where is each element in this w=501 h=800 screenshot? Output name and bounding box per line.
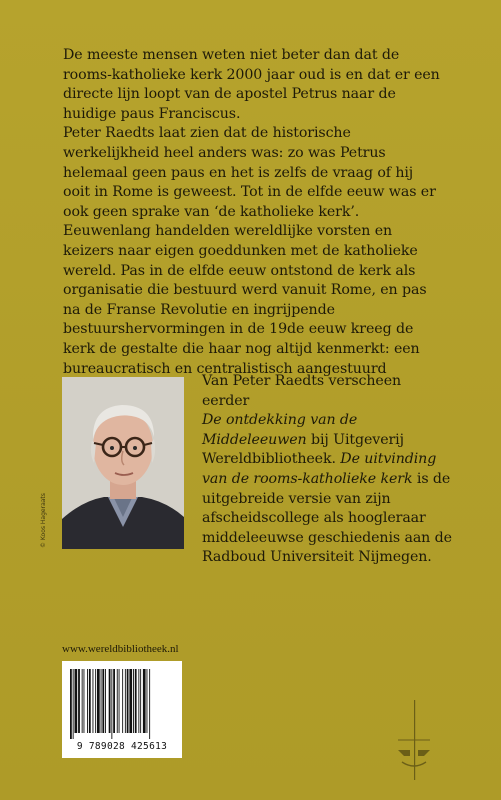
barcode-bar <box>75 669 78 733</box>
barcode-bar <box>97 669 100 733</box>
book-description <box>63 46 443 399</box>
barcode-bar <box>93 669 94 733</box>
description-paragraph-2: Peter Raedts laat zien dat de historische werkelijkheid heel anders was: zo was Petrus helemaal geen paus en het is zelfs de vraag of hij ooit in Rome is geweest. Tot in de elfde eeuw was er ook geen sprake van ‘de katholieke kerk’. Eeuwenlang handelden wereldlijke vorsten en keizers naar eigen goeddunken met de katholieke wereld. Pas in de elfde eeuw ontstond de kerk als organisatie die bestuurd werd vanuit Rome, en pas na de Franse Revolutie en ingrijpende bestuurshervormingen in de 19de eeuw kreeg de kerk de gestalte die haar nog altijd kenmerkt: een bureaucratisch en centralistisch aangestuurd <box>63 125 436 377</box>
barcode-bar <box>140 669 141 733</box>
barcode-bar <box>127 669 129 733</box>
barcode-bar <box>129 669 132 733</box>
photo-credit: © Koos Hageraats <box>40 493 47 548</box>
barcode-bar <box>70 669 72 739</box>
barcode-bar <box>143 669 146 733</box>
barcode-bar <box>102 669 104 733</box>
barcode-bar <box>113 669 115 733</box>
barcode-bar <box>138 669 139 733</box>
barcode-bar <box>109 669 111 733</box>
barcode-bar <box>133 669 134 733</box>
publisher-logo-icon <box>394 700 434 780</box>
barcode-bar <box>84 669 85 733</box>
barcode-bar <box>149 669 150 739</box>
barcode-bar <box>89 669 91 733</box>
bio-publisher-text: bij Uitgeverij Wereldbibliotheek. <box>202 431 404 468</box>
bio-intro: Van Peter Raedts verscheen eerder <box>202 373 402 409</box>
barcode-bar <box>87 669 88 733</box>
barcode-bar <box>147 669 148 733</box>
barcode-bar <box>105 669 106 733</box>
barcode-bar <box>73 669 74 739</box>
bio-current-book-title: De uitvinding van de rooms-katholieke kerk <box>202 451 437 487</box>
barcode-bar <box>135 669 137 733</box>
barcode-bar <box>101 669 102 733</box>
barcode-bar <box>82 669 83 733</box>
barcode-bar <box>122 669 123 733</box>
isbn-digits: 9 789028 425613 <box>76 741 168 752</box>
bio-previous-book-title: De ontdekking van de Middeleeuwen <box>202 412 358 448</box>
barcode-bar <box>119 669 120 733</box>
bio-rest-text: is de uitgebreide versie van zijn afscheidscollege als hoogleraar middeleeuwse geschiedenis aan de Radboud Universiteit Nijmegen. <box>202 470 452 566</box>
barcode-bar <box>78 669 80 733</box>
barcode-bar <box>111 669 112 739</box>
description-paragraph-1: De meeste mensen weten niet beter dan dat de rooms-katholieke kerk 2000 jaar oud is en dat er een directe lijn loopt van de apostel Petrus naar de huidige paus Franciscus. <box>63 47 440 122</box>
author-photo <box>62 377 184 549</box>
author-bio <box>202 372 452 568</box>
barcode-bar <box>117 669 118 733</box>
barcode-bar <box>95 669 96 733</box>
barcode-bar <box>125 669 126 733</box>
publisher-website: www.wereldbibliotheek.nl <box>62 643 179 655</box>
